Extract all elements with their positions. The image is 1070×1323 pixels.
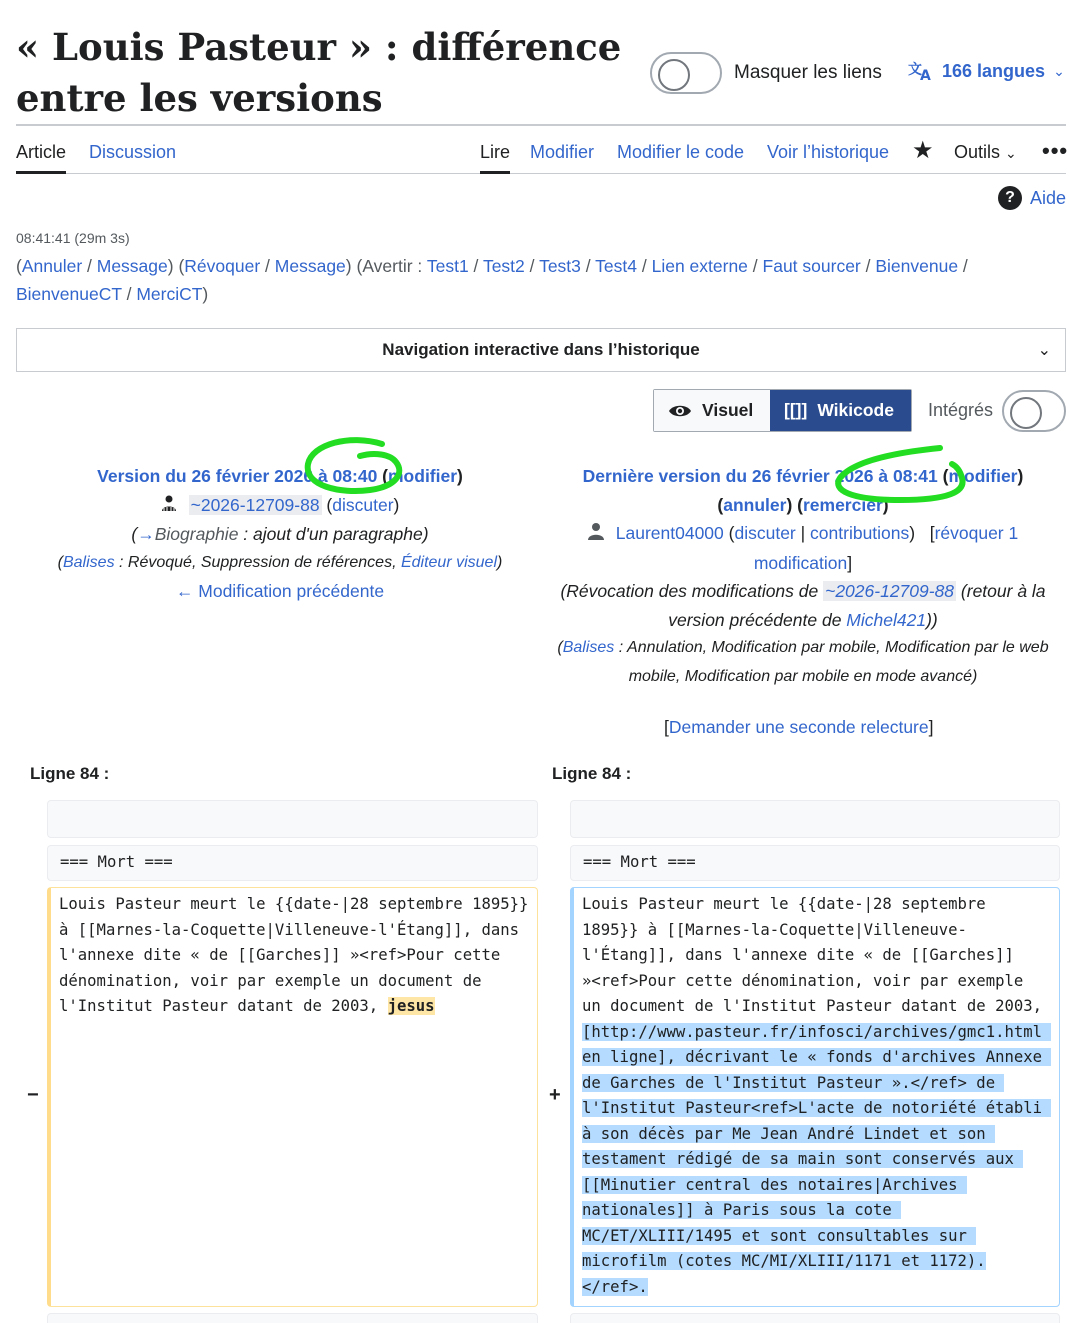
- review-request-link[interactable]: Demander une seconde relecture: [668, 717, 929, 737]
- rollback-link[interactable]: révoquer 1 modification: [753, 523, 1019, 573]
- added-line-marker: +: [549, 1084, 561, 1106]
- tab-edit[interactable]: Modifier: [530, 142, 595, 162]
- summary-ip-link[interactable]: ~2026-12709-88: [825, 581, 955, 602]
- new-summary-c: )): [926, 609, 938, 630]
- visual-label: Visuel: [702, 400, 754, 420]
- diff-added-text: [http://www.pasteur.fr/infosci/archives/gmc1.html en ligne], décrivant le « fonds d'archives Annexe de Garches de l'Institut Pasteur ».</ref> de l'Institut Pasteur<ref>L'acte de notoriété établi à son décès par Me Jean André Lindet et son testament rédigé de sa main sont conservés aux [[Minutier central des notaires|Archives nationales]] à Paris sous la cote MC/ET/XLIII/1495 et sont consultables sur microfilm (cotes MC/MI/XLIII/1171 et 1172).</ref>.: [582, 1022, 1052, 1296]
- new-discuss-link[interactable]: discuter: [734, 523, 796, 543]
- new-tags-text: : Annulation, Modification par mobile, Modification par le web mobile, Modification par mobile en mode avancé): [614, 639, 1049, 685]
- svg-text:A: A: [920, 68, 931, 82]
- help-icon: ?: [998, 186, 1022, 210]
- review-request: [Demander une seconde relecture]: [664, 717, 934, 737]
- old-summary-text: : ajout d'un paragraphe: [238, 524, 423, 545]
- summary-section: Biographie: [154, 524, 239, 545]
- warn-source-link[interactable]: Faut sourcer: [762, 256, 861, 276]
- diff-common-text: Louis Pasteur meurt le {{date-|28 septembre 1895}} à [[Marnes-la-Coquette|Villeneuve-l'Étang]], dans l'annexe dite « de [[Garches]] »<ref>Pour cette dénomination, voir par exemple un document de l'Institut Pasteur datant de 2003,: [59, 895, 538, 1015]
- new-editor-user-link[interactable]: Laurent04000: [615, 523, 724, 543]
- hide-links-switch[interactable]: [650, 52, 722, 94]
- interactive-history-navigation[interactable]: [16, 328, 1066, 372]
- undo-link[interactable]: annuler: [723, 494, 787, 515]
- watch-star-icon[interactable]: ★: [912, 137, 934, 164]
- diff-common-text: Louis Pasteur meurt le {{date-|28 septembre 1895}} à [[Marnes-la-Coquette|Villeneuve-l'Étang]], dans l'annexe dite « de [[Garches]] »<ref>Pour cette dénomination, voir par exemple un document de l'Institut Pasteur datant de 2003,: [582, 895, 1052, 1015]
- new-summary-a: Révocation des modifications de: [566, 581, 824, 602]
- tools-menu[interactable]: [954, 142, 1017, 163]
- diff-context-empty: [47, 800, 538, 838]
- tab-discussion[interactable]: Discussion: [89, 142, 177, 162]
- visual-editor-tag-link[interactable]: Éditeur visuel: [400, 553, 497, 571]
- integrated-label: Intégrés: [928, 400, 994, 420]
- translate-icon: [908, 60, 934, 82]
- chevron-down-icon: ⌄: [1005, 145, 1017, 161]
- visual-mode-button[interactable]: [654, 390, 770, 431]
- wikicode-label: Wikicode: [817, 400, 894, 420]
- tools-label: Outils: [954, 142, 1001, 162]
- old-tags-text: : Révoqué, Suppression de références,: [114, 553, 401, 571]
- timestamp: 08:41:41 (29m 3s): [16, 230, 130, 246]
- diff-removed-line: [47, 887, 538, 1307]
- warn-test1-link[interactable]: Test1: [426, 256, 469, 276]
- diff-removed-text: jesus: [387, 997, 435, 1015]
- diff-context-next: [570, 1313, 1060, 1323]
- old-tags-link[interactable]: Balises: [62, 553, 115, 571]
- temp-user-icon: [161, 492, 177, 521]
- hide-links-toggle-group: [650, 52, 882, 94]
- diff-context-next: [47, 1313, 538, 1323]
- welcome-link[interactable]: Bienvenue: [875, 256, 959, 276]
- language-selector[interactable]: [908, 60, 1065, 82]
- chevron-down-icon: ⌄: [1053, 62, 1065, 79]
- previous-edit-link[interactable]: ← Modification précédente: [175, 581, 385, 602]
- eye-icon: [668, 403, 692, 419]
- diff-context-line: === Mort ===: [47, 845, 538, 881]
- annuler-link[interactable]: Annuler: [21, 256, 83, 276]
- tab-read[interactable]: Lire: [480, 142, 511, 162]
- new-summary-b: (retour à la version précédente de: [668, 581, 1046, 630]
- help-label: Aide: [1030, 187, 1067, 208]
- help-link[interactable]: [998, 186, 1066, 210]
- revoquer-link[interactable]: Révoquer: [184, 256, 261, 276]
- page-title: « Louis Pasteur » : différence entre les versions: [16, 25, 622, 120]
- wikicode-mode-button[interactable]: [770, 390, 911, 431]
- diff-context-line: === Mort ===: [570, 845, 1060, 881]
- new-modifier-link[interactable]: modifier: [948, 466, 1018, 486]
- old-revision-info: Version du 26 février 2026 à 08:40 (modifier) ~2026-12709-88 (discuter) (→Biographie : ajout d'un paragraphe) (Balises : Révoqué, Suppression de références, Éditeur visuel) ← Modification précédente: [57, 466, 503, 602]
- diff-view-mode: [653, 389, 912, 432]
- nav-history-label: Navigation interactive dans l’historique: [382, 340, 700, 359]
- old-line-number: Ligne 84 :: [30, 764, 110, 783]
- tab-edit-source[interactable]: Modifier le code: [617, 142, 745, 162]
- warn-external-link[interactable]: Lien externe: [651, 256, 748, 276]
- tab-history[interactable]: Voir l’historique: [767, 142, 890, 162]
- languages-label: 166 langues: [942, 60, 1046, 81]
- old-editor-ip-link[interactable]: ~2026-12709-88: [190, 494, 320, 515]
- message-link[interactable]: Message: [96, 256, 168, 276]
- welcome-ct-link[interactable]: BienvenueCT: [16, 284, 122, 304]
- integrated-switch[interactable]: [1002, 390, 1066, 432]
- patrol-actions: (Annuler / Message) (Révoquer / Message) (Avertir : Test1 / Test2 / Test3 / Test4 / Lien externe / Faut sourcer / Bienvenue / BienvenueCT / MerciCT): [16, 256, 968, 304]
- diff-added-line: [570, 887, 1060, 1307]
- diff-context-empty: [570, 800, 1060, 838]
- old-modifier-link[interactable]: modifier: [388, 466, 458, 486]
- new-tags-link[interactable]: Balises: [562, 639, 615, 657]
- more-menu-icon[interactable]: •••: [1042, 138, 1069, 163]
- message-link[interactable]: Message: [274, 256, 346, 276]
- warn-test2-link[interactable]: Test2: [482, 256, 525, 276]
- thank-link[interactable]: remercier: [802, 494, 883, 515]
- tab-article[interactable]: Article: [16, 142, 67, 162]
- old-version-link[interactable]: Version du 26 février 2026 à 08:40: [97, 466, 378, 486]
- warn-test3-link[interactable]: Test3: [539, 256, 581, 276]
- chevron-down-icon: ⌄: [1037, 342, 1051, 359]
- warn-test4-link[interactable]: Test4: [595, 256, 637, 276]
- summary-user-link[interactable]: Michel421: [846, 609, 927, 630]
- new-line-number: Ligne 84 :: [552, 764, 632, 783]
- section-arrow-link[interactable]: →: [137, 524, 155, 545]
- new-version-link[interactable]: Dernière version du 26 février 2026 à 08:41: [582, 466, 938, 486]
- hide-links-label: Masquer les liens: [734, 62, 882, 83]
- thanks-ct-link[interactable]: MerciCT: [136, 284, 203, 304]
- removed-line-marker: −: [27, 1084, 39, 1106]
- user-icon: [588, 520, 604, 549]
- svg-text:文: 文: [908, 62, 922, 78]
- old-discuss-link[interactable]: discuter: [332, 494, 394, 515]
- wikicode-icon: [[]]: [784, 400, 808, 420]
- new-revision-info: Dernière version du 26 février 2026 à 08:41 (modifier) (annuler) (remercier) Laurent04000 (discuter | contributions) [révoquer 1 modification] (Révocation des modifications de ~2026-12709-88 (retour à la version précédente de Michel421)) (Balises : Annulation, Modification par mobile, Modification par le web mobile, Modification par mobile en mode avancé): [557, 466, 1049, 685]
- page-tabs: [16, 126, 1069, 174]
- contributions-link[interactable]: contributions: [810, 523, 910, 543]
